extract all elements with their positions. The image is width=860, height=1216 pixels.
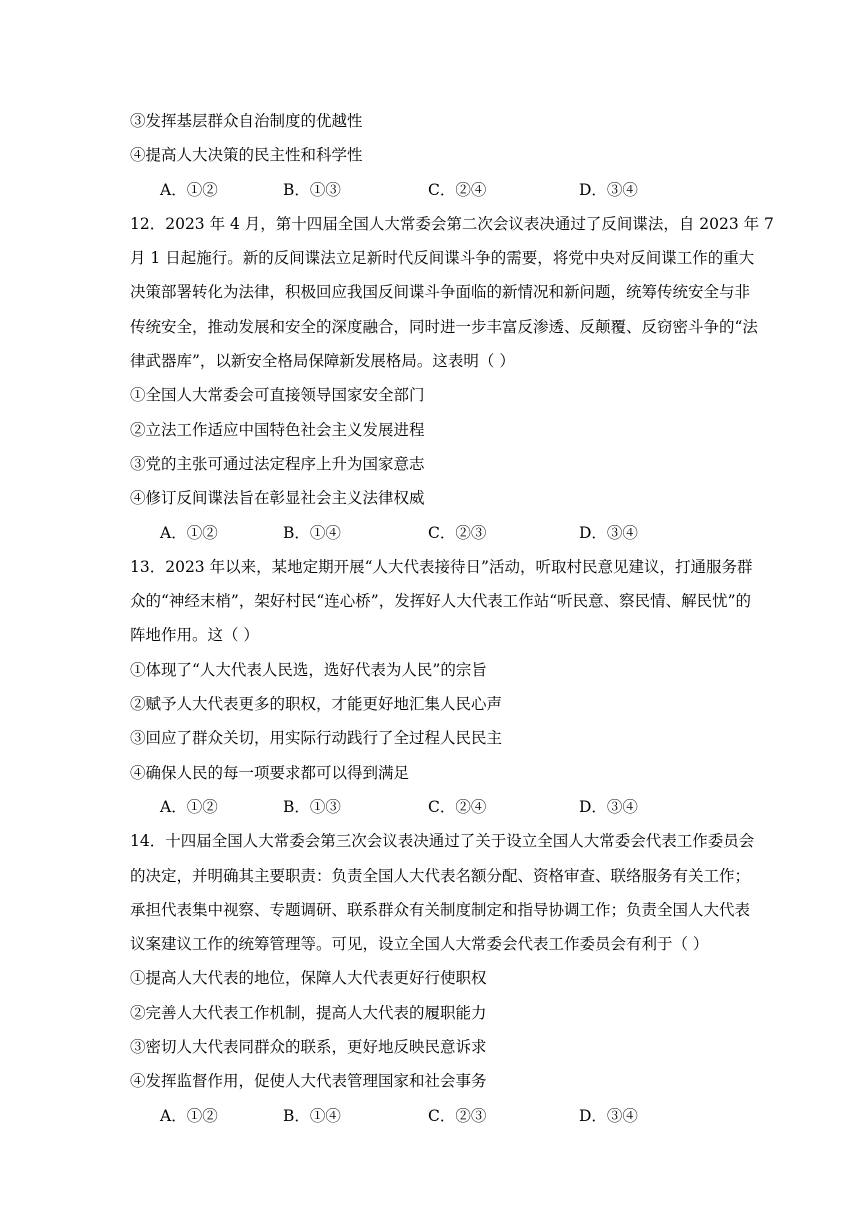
question-stem-line: 承担代表集中视察、专题调研、联系群众有关制度制定和指导协调工作；负责全国人大代表	[130, 900, 751, 919]
statement-item: ④确保人民的每一项要求都可以得到满足	[130, 763, 410, 782]
question-12	[130, 207, 774, 550]
option-d[interactable]: D．③④	[579, 180, 638, 199]
question-stem-line: 月 1 日起施行。新的反间谍法立足新时代反间谍斗争的需要，将党中央对反间谍工作的重大	[130, 249, 755, 268]
question-stem-line: 14．十四届全国人大常委会第三次会议表决通过了关于设立全国人大常委会代表工作委员会	[130, 832, 755, 851]
answer-options	[130, 1099, 734, 1133]
question-stem-line: 13．2023 年以来，某地定期开展“人大代表接待日”活动，听取村民意见建议，打通服务群	[130, 557, 753, 576]
question-stem-line: 的决定，并明确其主要职责：负责全国人大代表名额分配、资格审查、联络服务有关工作；	[130, 866, 751, 885]
question-14	[130, 824, 755, 1133]
option-c[interactable]: C．②③	[428, 523, 487, 542]
exam-page	[130, 104, 774, 1133]
option-b[interactable]: B．①③	[283, 797, 341, 816]
option-a[interactable]: A．①②	[160, 1106, 218, 1125]
question-stem-line: 决策部署转化为法律，积极回应我国反间谍斗争面临的新情况和新问题，统筹传统安全与非	[130, 283, 751, 302]
option-b[interactable]: B．①④	[283, 523, 341, 542]
statement-item: ②完善人大代表工作机制，提高人大代表的履职能力	[130, 1003, 487, 1022]
option-a[interactable]: A．①②	[160, 523, 218, 542]
answer-options	[130, 516, 734, 550]
option-c[interactable]: C．②③	[428, 1106, 487, 1125]
question-stem-line: 律武器库”，以新安全格局保障新发展格局。这表明（ ）	[130, 352, 515, 371]
option-d[interactable]: D．③④	[579, 523, 638, 542]
option-d[interactable]: D．③④	[579, 797, 638, 816]
option-c[interactable]: C．②④	[428, 180, 487, 199]
question-stem-line: 议案建议工作的统筹管理等。可见，设立全国人大常委会代表工作委员会有利于（ ）	[130, 935, 709, 954]
statement-item: ②赋予人大代表更多的职权，才能更好地汇集人民心声	[130, 695, 503, 714]
statement-item: ②立法工作适应中国特色社会主义发展进程	[130, 420, 425, 439]
statement-item: ④修订反间谍法旨在彰显社会主义法律权威	[130, 489, 425, 508]
statement-item: ④提高人大决策的民主性和科学性	[130, 146, 363, 165]
answer-options	[130, 173, 734, 207]
option-a[interactable]: A．①②	[160, 180, 218, 199]
statement-item: ①全国人大常委会可直接领导国家安全部门	[130, 386, 425, 405]
question-stem-line: 传统安全，推动发展和安全的深度融合，同时进一步丰富反渗透、反颠覆、反窃密斗争的“法	[130, 317, 758, 336]
option-c[interactable]: C．②④	[428, 797, 487, 816]
question-11-tail	[130, 104, 734, 207]
question-13	[130, 550, 753, 824]
statement-item: ③密切人大代表同群众的联系，更好地反映民意诉求	[130, 1038, 487, 1057]
question-stem-line: 阵地作用。这（ ）	[130, 626, 259, 645]
question-stem-line: 众的“神经末梢”，架好村民“连心桥”，发挥好人大代表工作站“听民意、察民情、解民忧”的	[130, 592, 752, 611]
statement-item: ③党的主张可通过法定程序上升为国家意志	[130, 454, 425, 473]
statement-item: ④发挥监督作用，促使人大代表管理国家和社会事务	[130, 1072, 487, 1091]
option-b[interactable]: B．①④	[283, 1106, 341, 1125]
option-a[interactable]: A．①②	[160, 797, 218, 816]
statement-item: ①提高人大代表的地位，保障人大代表更好行使职权	[130, 969, 487, 988]
statement-item: ③发挥基层群众自治制度的优越性	[130, 112, 363, 130]
answer-options	[130, 790, 734, 824]
option-d[interactable]: D．③④	[579, 1106, 638, 1125]
question-stem-line: 12．2023 年 4 月，第十四届全国人大常委会第二次会议表决通过了反间谍法，自 2023 年 7	[130, 214, 774, 233]
statement-item: ③回应了群众关切，用实际行动践行了全过程人民民主	[130, 729, 503, 748]
option-b[interactable]: B．①③	[283, 180, 341, 199]
statement-item: ①体现了“人大代表人民选，选好代表为人民”的宗旨	[130, 660, 487, 679]
